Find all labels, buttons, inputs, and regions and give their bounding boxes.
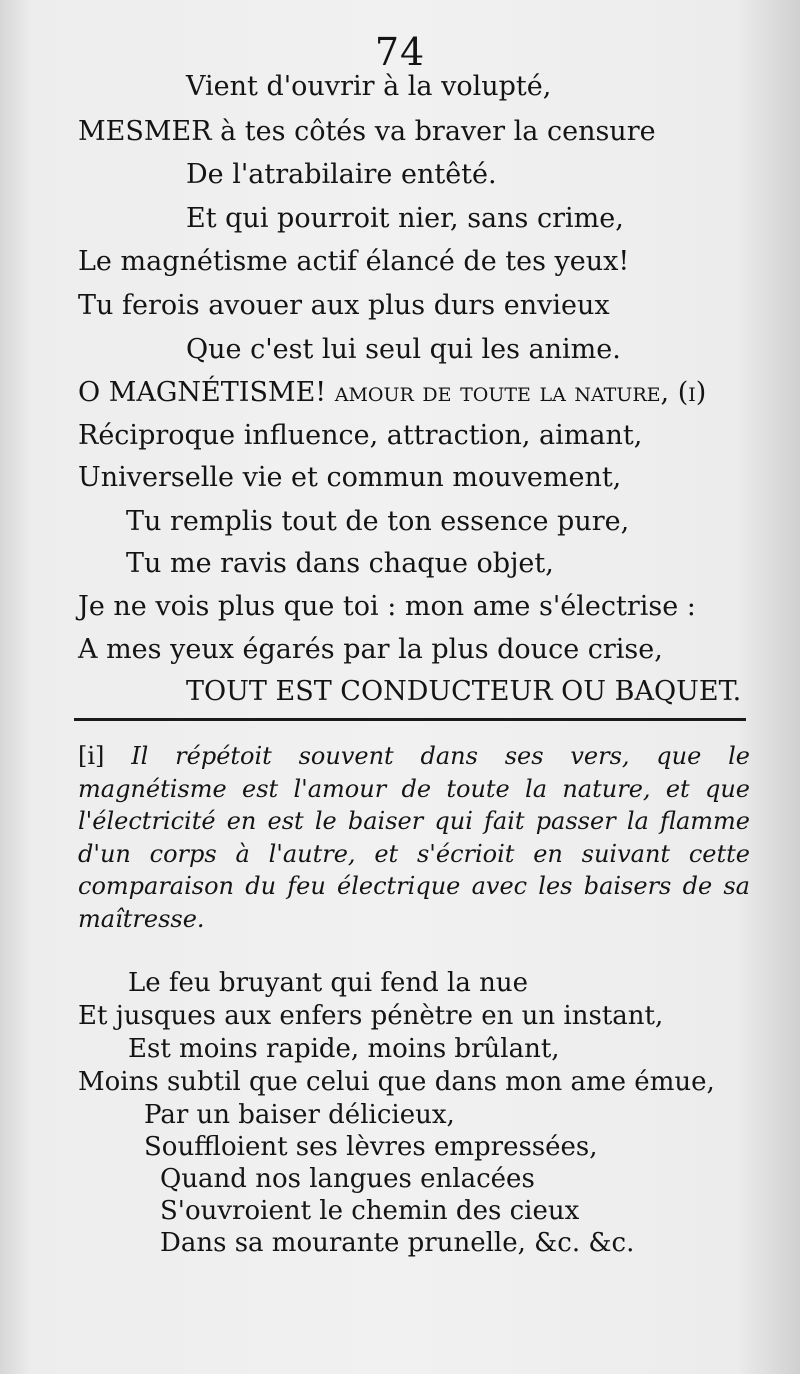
footnote [78,740,750,935]
page-number: 74 [374,30,426,74]
poem-line: TOUT EST CONDUCTEUR OU BAQUET. [186,676,742,707]
poem-line: MESMER à tes côtés va braver la censure [78,116,656,147]
poem-line: Par un baiser délicieux, [144,1100,455,1130]
poem-line: Universelle vie et commun mouvement, [78,462,622,493]
poem-line: Est moins rapide, moins brûlant, [128,1034,560,1064]
footnote-divider [74,718,746,721]
poem-line: Dans sa mourante prunelle, &c. &c. [160,1228,635,1258]
poem-line: Que c'est lui seul qui les anime. [186,334,621,365]
poem-line: Réciproque influence, attraction, aimant, [78,420,643,451]
poem-line: Vient d'ouvrir à la volupté, [186,71,552,102]
poem-line: O MAGNÉTISME! amour de toute la nature, (i) [78,377,707,408]
poem-line: Quand nos langues enlacées [160,1164,535,1194]
poem-line: Je ne vois plus que toi : mon ame s'électrise : [78,591,696,622]
poem-line: Moins subtil que celui que dans mon ame émue, [78,1067,715,1097]
poem-line: Tu ferois avouer aux plus durs envieux [78,290,610,321]
poem-line: Le magnétisme actif élancé de tes yeux! [78,246,630,277]
poem-line: S'ouvroient le chemin des cieux [160,1196,580,1226]
footnote-mark: [i] [78,742,105,770]
footnote-text: Il répétoit souvent dans ses vers, que le magnétisme est l'amour de toute la nature, et que l'électricité en est le baiser qui fait passer la flamme d'un corps à l'autre, et s'écrioit en suivant cette comparaison du feu électrique avec les baisers de sa maîtresse. [78,742,750,933]
poem-line: Tu me ravis dans chaque objet, [126,548,554,579]
poem-line: Souffloient ses lèvres empressées, [144,1132,598,1162]
poem-line: Et qui pourroit nier, sans crime, [186,203,624,234]
poem-line: De l'atrabilaire entêté. [186,159,497,190]
poem-line: Le feu bruyant qui fend la nue [128,968,528,998]
poem-line: Tu remplis tout de ton essence pure, [126,506,630,537]
poem-line: Et jusques aux enfers pénètre en un instant, [78,1001,664,1031]
poem-line: A mes yeux égarés par la plus douce crise, [78,634,663,665]
